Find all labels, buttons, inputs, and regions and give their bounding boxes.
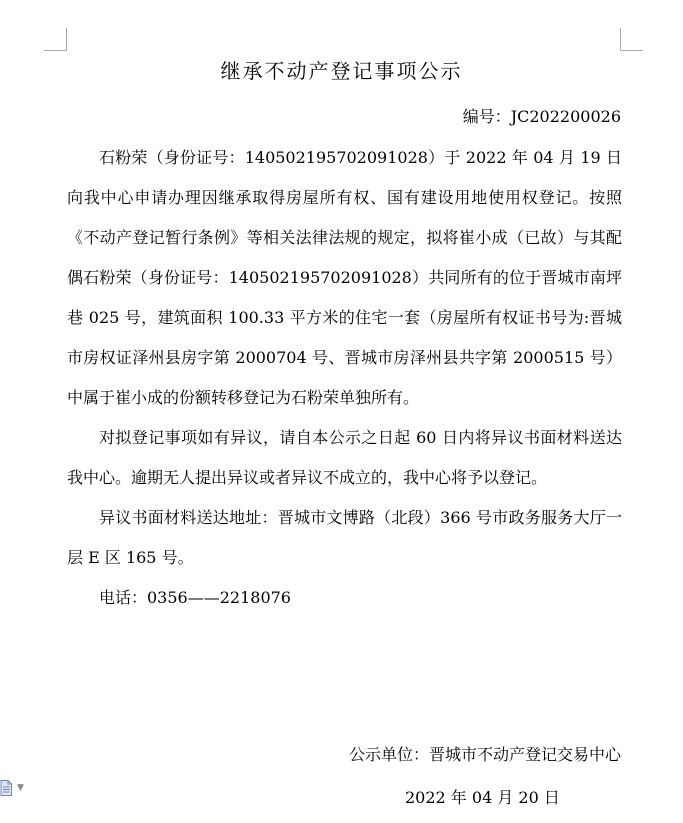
paragraph-address: 异议书面材料送达地址：晋城市文博路（北段）366 号市政务服务大厅一层 E 区 165 号。 [67, 508, 622, 567]
signer: 公示单位：晋城市不动产登记交易中心 [348, 745, 621, 764]
document-date: 2022 年 04 月 20 日 [405, 788, 560, 807]
paragraph-phone: 电话：0356——2218076 [99, 588, 291, 607]
paragraph-announcement: 石粉荣（身份证号：140502195702091028）于 2022 年 04 月 19 日向我中心申请办理因继承取得房屋所有权、国有建设用地使用权登记。按照《不动产登记暂行条例》等相关法律法规的规定，拟将崔小成（已故）与其配偶石粉荣（身份证号：140502195702091028）共同所有的位于晋城市南坪巷 025 号，建筑面积 100.33 平方米的住宅一套（房屋所有权证书号为:晋城市房权证泽州县房字第 2000704 号、晋城市房泽州县共字第 2000515 号）中属于崔小成的份额转移登记为石粉荣单独所有。 [67, 148, 622, 407]
paragraph-objection: 对拟登记事项如有异议，请自本公示之日起 60 日内将异议书面材料送达我中心。逾期无人提出异议或者异议不成立的，我中心将予以登记。 [67, 428, 622, 487]
document-icon[interactable] [0, 780, 12, 796]
document-body [67, 138, 622, 618]
document-number: 编号：JC202200026 [462, 107, 621, 126]
crop-mark-top-right [620, 28, 643, 51]
dropdown-arrow-icon[interactable]: ▼ [17, 783, 24, 793]
document-title: 继承不动产登记事项公示 [220, 59, 463, 83]
crop-mark-top-left [44, 28, 67, 51]
